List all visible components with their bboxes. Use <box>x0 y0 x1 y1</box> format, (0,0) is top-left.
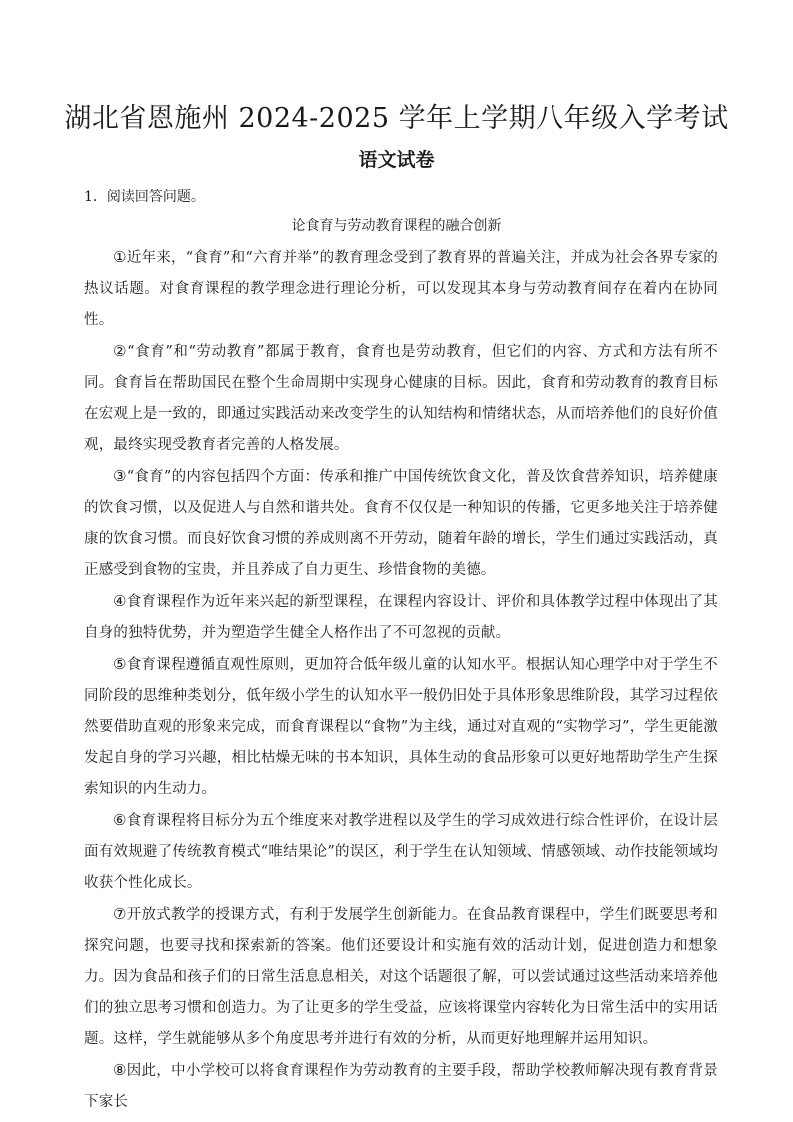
paragraph-3 <box>84 461 718 586</box>
paragraph-number: ② <box>113 342 128 360</box>
paragraph-4 <box>84 586 718 649</box>
paragraph-number: ⑦ <box>113 905 127 923</box>
paragraph-text: 食育课程作为近年来兴起的新型课程，在课程内容设计、评价和具体教学过程中体现出了其自身的独特优势，并为塑造学生健全人格作出了不可忽视的贡献。 <box>84 594 718 641</box>
article-title: 论食育与劳动教育课程的融合创新 <box>291 218 502 234</box>
paragraph-text: 开放式教学的授课方式，有利于发展学生创新能力。在食品教育课程中，学生们既要思考和探究问题，也要寻找和探索新的答案。他们还要设计和实施有效的活动计划，促进创造力和想象力。因为食品和孩子们的日常生活息息相关，对这个话题很了解，可以尝试通过这些活动来培养他们的独立思考习惯和创造力。为了让更多的学生受益，应该将课堂内容转化为日常生活中的实用话题。这样，学生就能够从多个角度思考并进行有效的分析，从而更好地理解并运用知识。 <box>84 907 718 1047</box>
paragraph-text: 食育课程遵循直观性原则，更加符合低年级儿童的认知水平。根据认知心理学中对于学生不同阶段的思维种类划分，低年级小学生的认知水平一般仍旧处于具体形象思维阶段，其学习过程依然要借助直观的形象来完成，而食育课程以“食物”为主线，通过对直观的“实物学习”，学生更能激发起自身的学习兴趣，相比枯燥无味的书本知识，具体生动的食品形象可以更好地帮助学生产生探索知识的内生动力。 <box>84 657 718 797</box>
paragraph-6 <box>84 805 718 899</box>
paragraph-text: “食育”的内容包括四个方面：传承和推广中国传统饮食文化，普及饮食营养知识，培养健康的饮食习惯，以及促进人与自然和谐共处。食育不仅仅是一种知识的传播，它更多地关注于培养健康的饮食习惯。而良好饮食习惯的养成则离不开劳动，随着年龄的增长，学生们通过实践活动，真正感受到食物的宝贵，并且养成了自力更生、珍惜食物的美德。 <box>84 469 718 578</box>
paragraph-number: ④ <box>113 592 127 610</box>
paragraph-7 <box>84 899 718 1055</box>
paragraph-text: 食育课程将目标分为五个维度来对教学进程以及学生的学习成效进行综合性评价，在设计层面有效规避了传统教育模式“唯结果论”的误区，利于学生在认知领域、情感领域、动作技能领域均收获个性化成长。 <box>84 813 718 891</box>
paragraph-text: “食育”和“劳动教育”都属于教育，食育也是劳动教育，但它们的内容、方式和方法有所不同。食育旨在帮助国民在整个生命周期中实现身心健康的目标。因此，食育和劳动教育的教育目标在宏观上是一致的，即通过实践活动来改变学生的认知结构和情绪状态，从而培养他们的良好价值观，最终实现受教育者完善的人格发展。 <box>84 344 718 453</box>
paragraph-text: 近年来，“食育”和“六育并举”的教育理念受到了教育界的普遍关注，并成为社会各界专家的热议话题。对食育课程的教学理念进行理论分析，可以发现其本身与劳动教育间存在着内在协同性。 <box>84 250 718 328</box>
article-body <box>84 242 718 1118</box>
exam-title: 湖北省恩施州 2024-2025 学年上学期八年级入学考试 <box>64 103 729 134</box>
exam-subtitle: 语文试卷 <box>358 149 435 171</box>
paragraph-number: ⑥ <box>113 811 127 829</box>
paragraph-text: 因此，中小学校可以将食育课程作为劳动教育的主要手段，帮助学校教师解决现有教育背景下家长 <box>84 1063 718 1110</box>
paragraph-number: ① <box>113 248 127 266</box>
paragraph-2 <box>84 336 718 461</box>
paragraph-number: ③ <box>113 467 127 485</box>
paragraph-5 <box>84 649 718 805</box>
paragraph-number: ⑤ <box>113 655 127 673</box>
paragraph-8 <box>84 1055 718 1118</box>
paragraph-1 <box>84 242 718 336</box>
paragraph-number: ⑧ <box>113 1061 127 1079</box>
question-prompt: 1．阅读回答问题。 <box>84 189 205 205</box>
